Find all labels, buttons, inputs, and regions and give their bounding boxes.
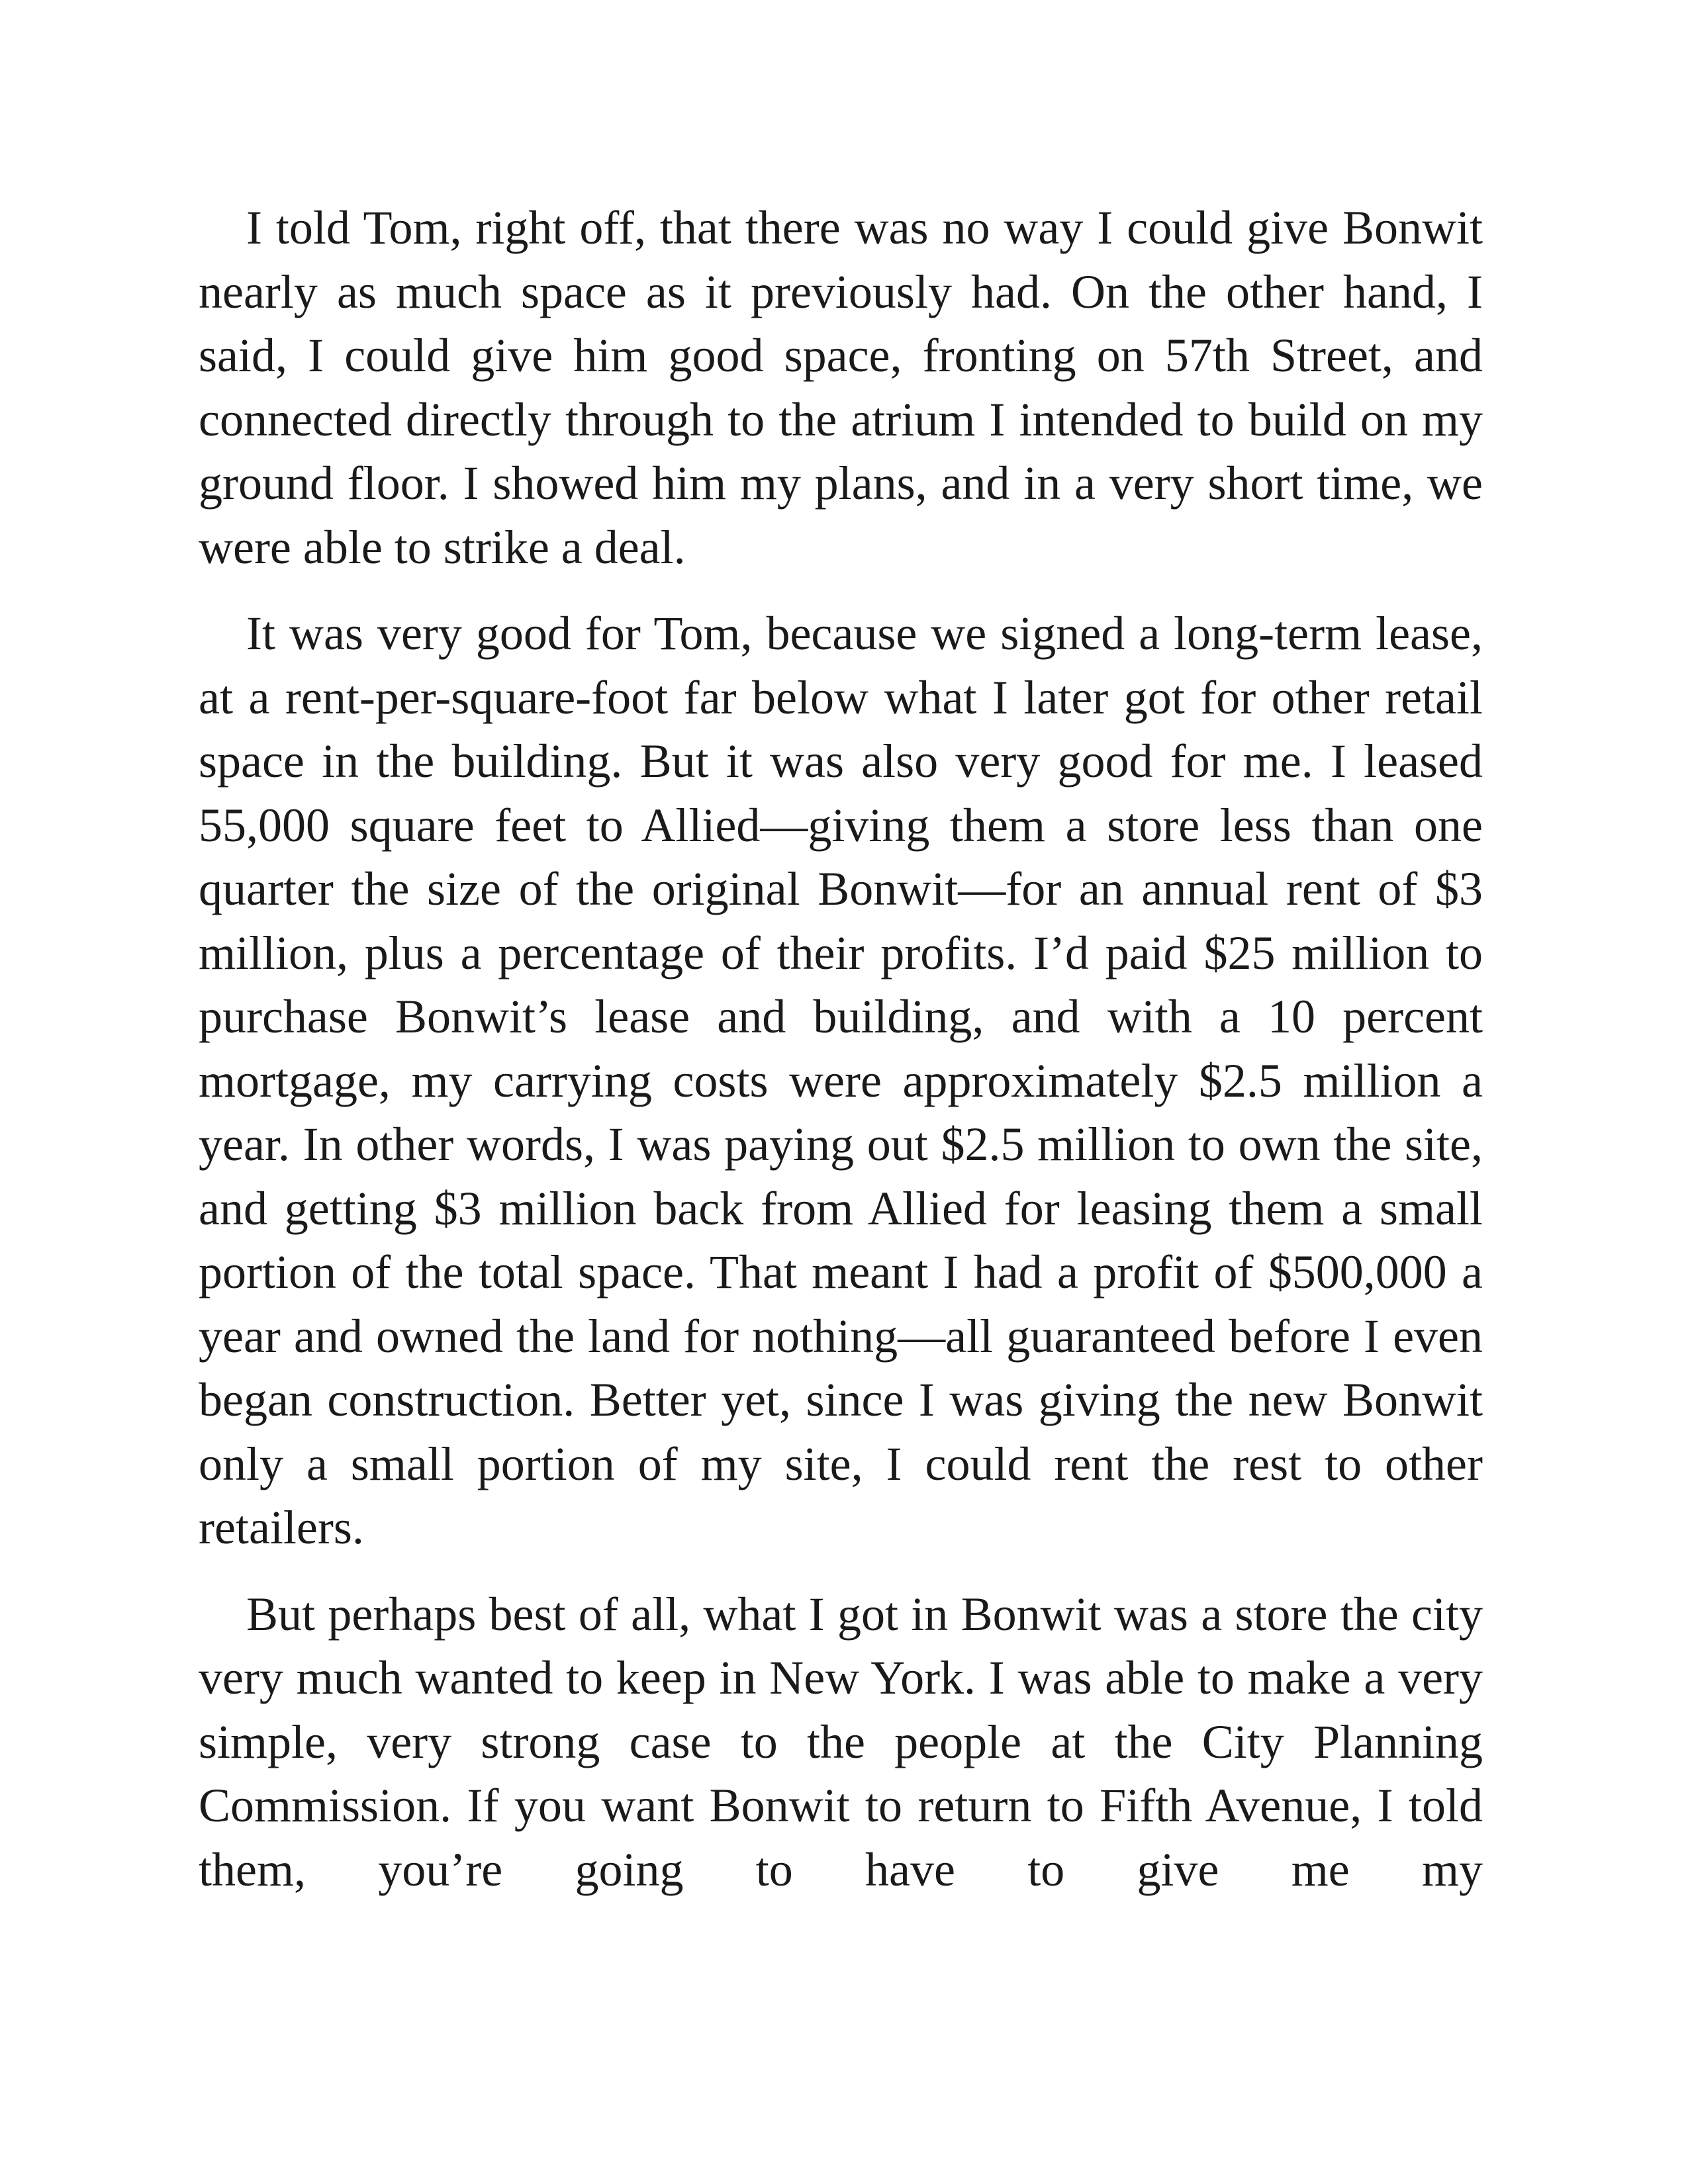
- paragraph-1: I told Tom, right off, that there was no way I could give Bonwit nearly as much space as it previously had. On the other hand, I said, I could give him good space, fronting on 57th Street, and connected directly through to the atrium I intended to build on my ground floor. I showed him my plans, and in a very short time, we were able to strike a deal.: [199, 201, 1483, 574]
- paragraph-3: But perhaps best of all, what I got in Bonwit was a store the city very much wanted to keep in New York. I was able to make a very simple, very strong case to the people at the City Planning Commission. If you want Bonwit to return to Fifth Avenue, I told them, you’re going to have to give me my: [199, 1587, 1483, 1896]
- paragraph-2: It was very good for Tom, because we signed a long-term lease, at a rent-per-square-foot far below what I later got for other retail space in the building. But it was also very good for me. I leased 55,000 square feet to Allied—giving them a store less than one quarter the size of the original Bonwit—for an annual rent of $3 million, plus a percentage of their profits. I’d paid $25 million to purchase Bonwit’s lease and building, and with a 10 percent mortgage, my carrying costs were approximately $2.5 million a year. In other words, I was paying out $2.5 million to own the site, and getting $3 million back from Allied for leasing them a small portion of the total space. That meant I had a profit of $500,000 a year and owned the land for nothing—all guaranteed before I even began construction. Better yet, since I was giving the new Bonwit only a small portion of my site, I could rent the rest to other retailers.: [199, 607, 1483, 1554]
- document-page: [199, 196, 1483, 1924]
